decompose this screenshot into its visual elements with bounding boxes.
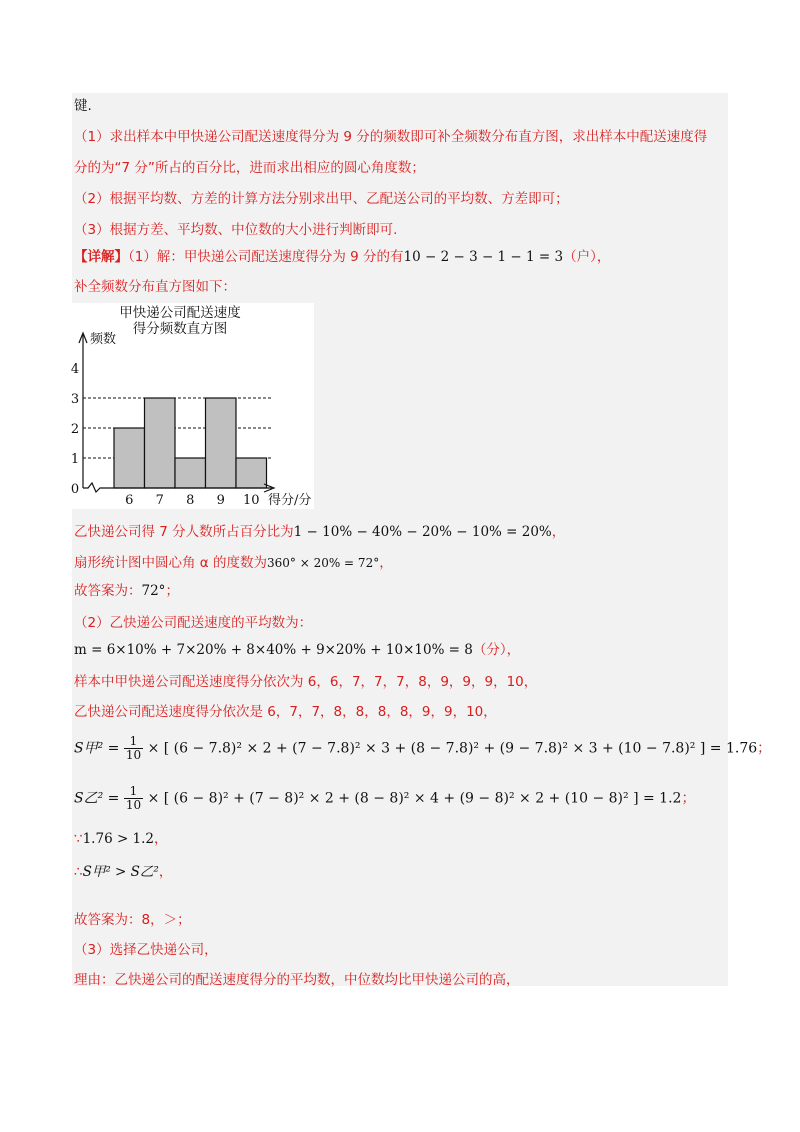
line-angle: 扇形统计图中圆心角 α 的度数为360° × 20% = 72°，	[74, 555, 393, 571]
line-detail-1: 【详解】（1）解：甲快递公司配送速度得分为 9 分的有10 − 2 − 3 − 1 − 1 = 3（户），	[74, 249, 611, 265]
line-hint-1: （1）求出样本中甲快递公司配送速度得分为 9 分的频数即可补全频数分布直方图，求出样本中配送速度得	[74, 129, 708, 145]
line-answer-2: 故答案为：8，＞；	[74, 912, 191, 928]
line-key: 键.	[74, 98, 92, 114]
chart-title-line: 甲快递公司配送速度	[119, 305, 241, 321]
histogram-bar	[206, 398, 237, 488]
line-because: ∵1.76 > 1.2，	[74, 831, 168, 847]
y-axis-label: 频数	[90, 332, 117, 347]
formula-count: 10 − 2 − 3 − 1 − 1 = 3	[403, 249, 564, 265]
x-tick-label: 9	[216, 493, 225, 508]
formula-angle: 360° × 20% = 72°	[266, 556, 380, 570]
line-hint-3: （3）根据方差、平均数、中位数的大小进行判断即可.	[74, 222, 398, 238]
chart-title-line: 得分频数直方图	[132, 321, 228, 337]
because-icon: ∵	[74, 831, 83, 847]
y-tick-label: 2	[70, 422, 80, 437]
line-scores-jia: 样本中甲快递公司配送速度得分依次为 6，6，7，7，7，8，9，9，9，10，	[74, 674, 538, 690]
line-answer-1: 故答案为：72°；	[74, 583, 179, 599]
y-tick-label: 3	[70, 392, 80, 407]
x-tick-label: 10	[242, 493, 260, 508]
x-tick-label: 8	[186, 493, 195, 508]
line-therefore: ∴S甲² > S乙²，	[74, 864, 173, 880]
y-tick-label: 1	[70, 452, 80, 467]
histogram-bar	[175, 458, 206, 488]
detail-tag: 【详解】	[74, 249, 128, 265]
line-complete-histogram: 补全频数分布直方图如下：	[74, 279, 236, 295]
line-hint-1-cont: 分的为“7 分”所占的百分比，进而求出相应的圆心角度数；	[74, 160, 425, 176]
line-part-3: （3）选择乙快递公司，	[74, 942, 218, 958]
therefore-icon: ∴	[74, 864, 83, 880]
x-tick-label: 6	[125, 493, 134, 508]
x-tick-label: 7	[155, 493, 164, 508]
frequency-histogram	[72, 303, 314, 509]
histogram-bar	[236, 458, 267, 488]
histogram-bar	[145, 398, 176, 488]
y-tick-label: 4	[70, 362, 80, 377]
line-part-2: （2）乙快递公司配送速度的平均数为：	[74, 615, 313, 631]
line-scores-yi: 乙快递公司配送速度得分依次是 6，7，7，8，8，8，8，9，9，10，	[74, 704, 497, 720]
line-hint-2: （2）根据平均数、方差的计算方法分别求出甲、乙配送公司的平均数、方差即可；	[74, 191, 569, 207]
line-reason: 理由：乙快递公司的配送速度得分的平均数，中位数均比甲快递公司的高，	[74, 972, 520, 988]
fraction-one-tenth: $\frac{1}{10}$	[125, 734, 142, 762]
answer-angle: 72°	[141, 583, 166, 599]
histogram-bar	[114, 428, 145, 488]
x-axis-label: 得分/分	[268, 493, 312, 508]
line-mean: m = 6×10% + 7×20% + 8×40% + 9×20% + 10×10% = 8（分），	[74, 642, 521, 658]
formula-percent: 1 − 10% − 40% − 20% − 10% = 20%	[293, 524, 552, 540]
fraction-one-tenth: $\frac{1}{10}$	[125, 784, 142, 812]
formula-mean: m = 6×10% + 7×20% + 8×40% + 9×20% + 10×10% = 8	[74, 642, 473, 658]
y-tick-label: 0	[70, 482, 80, 497]
formula-variance-yi: S乙² = $\frac{1}{10}$ × [ (6 − 8)² + (7 − 8)² × 2 + (8 − 8)² × 4 + (9 − 8)² × 2 + (10 − 8)² ] = 1.2；	[74, 784, 696, 812]
line-percent: 乙快递公司得 7 分人数所占百分比为1 − 10% − 40% − 20% − 10% = 20%，	[74, 524, 566, 540]
formula-variance-jia: S甲² = $\frac{1}{10}$ × [ (6 − 7.8)² × 2 + (7 − 7.8)² × 3 + (8 − 7.8)² + (9 − 7.8)² × 3 + (10 − 7.8)² ] = 1.76；	[74, 734, 772, 762]
